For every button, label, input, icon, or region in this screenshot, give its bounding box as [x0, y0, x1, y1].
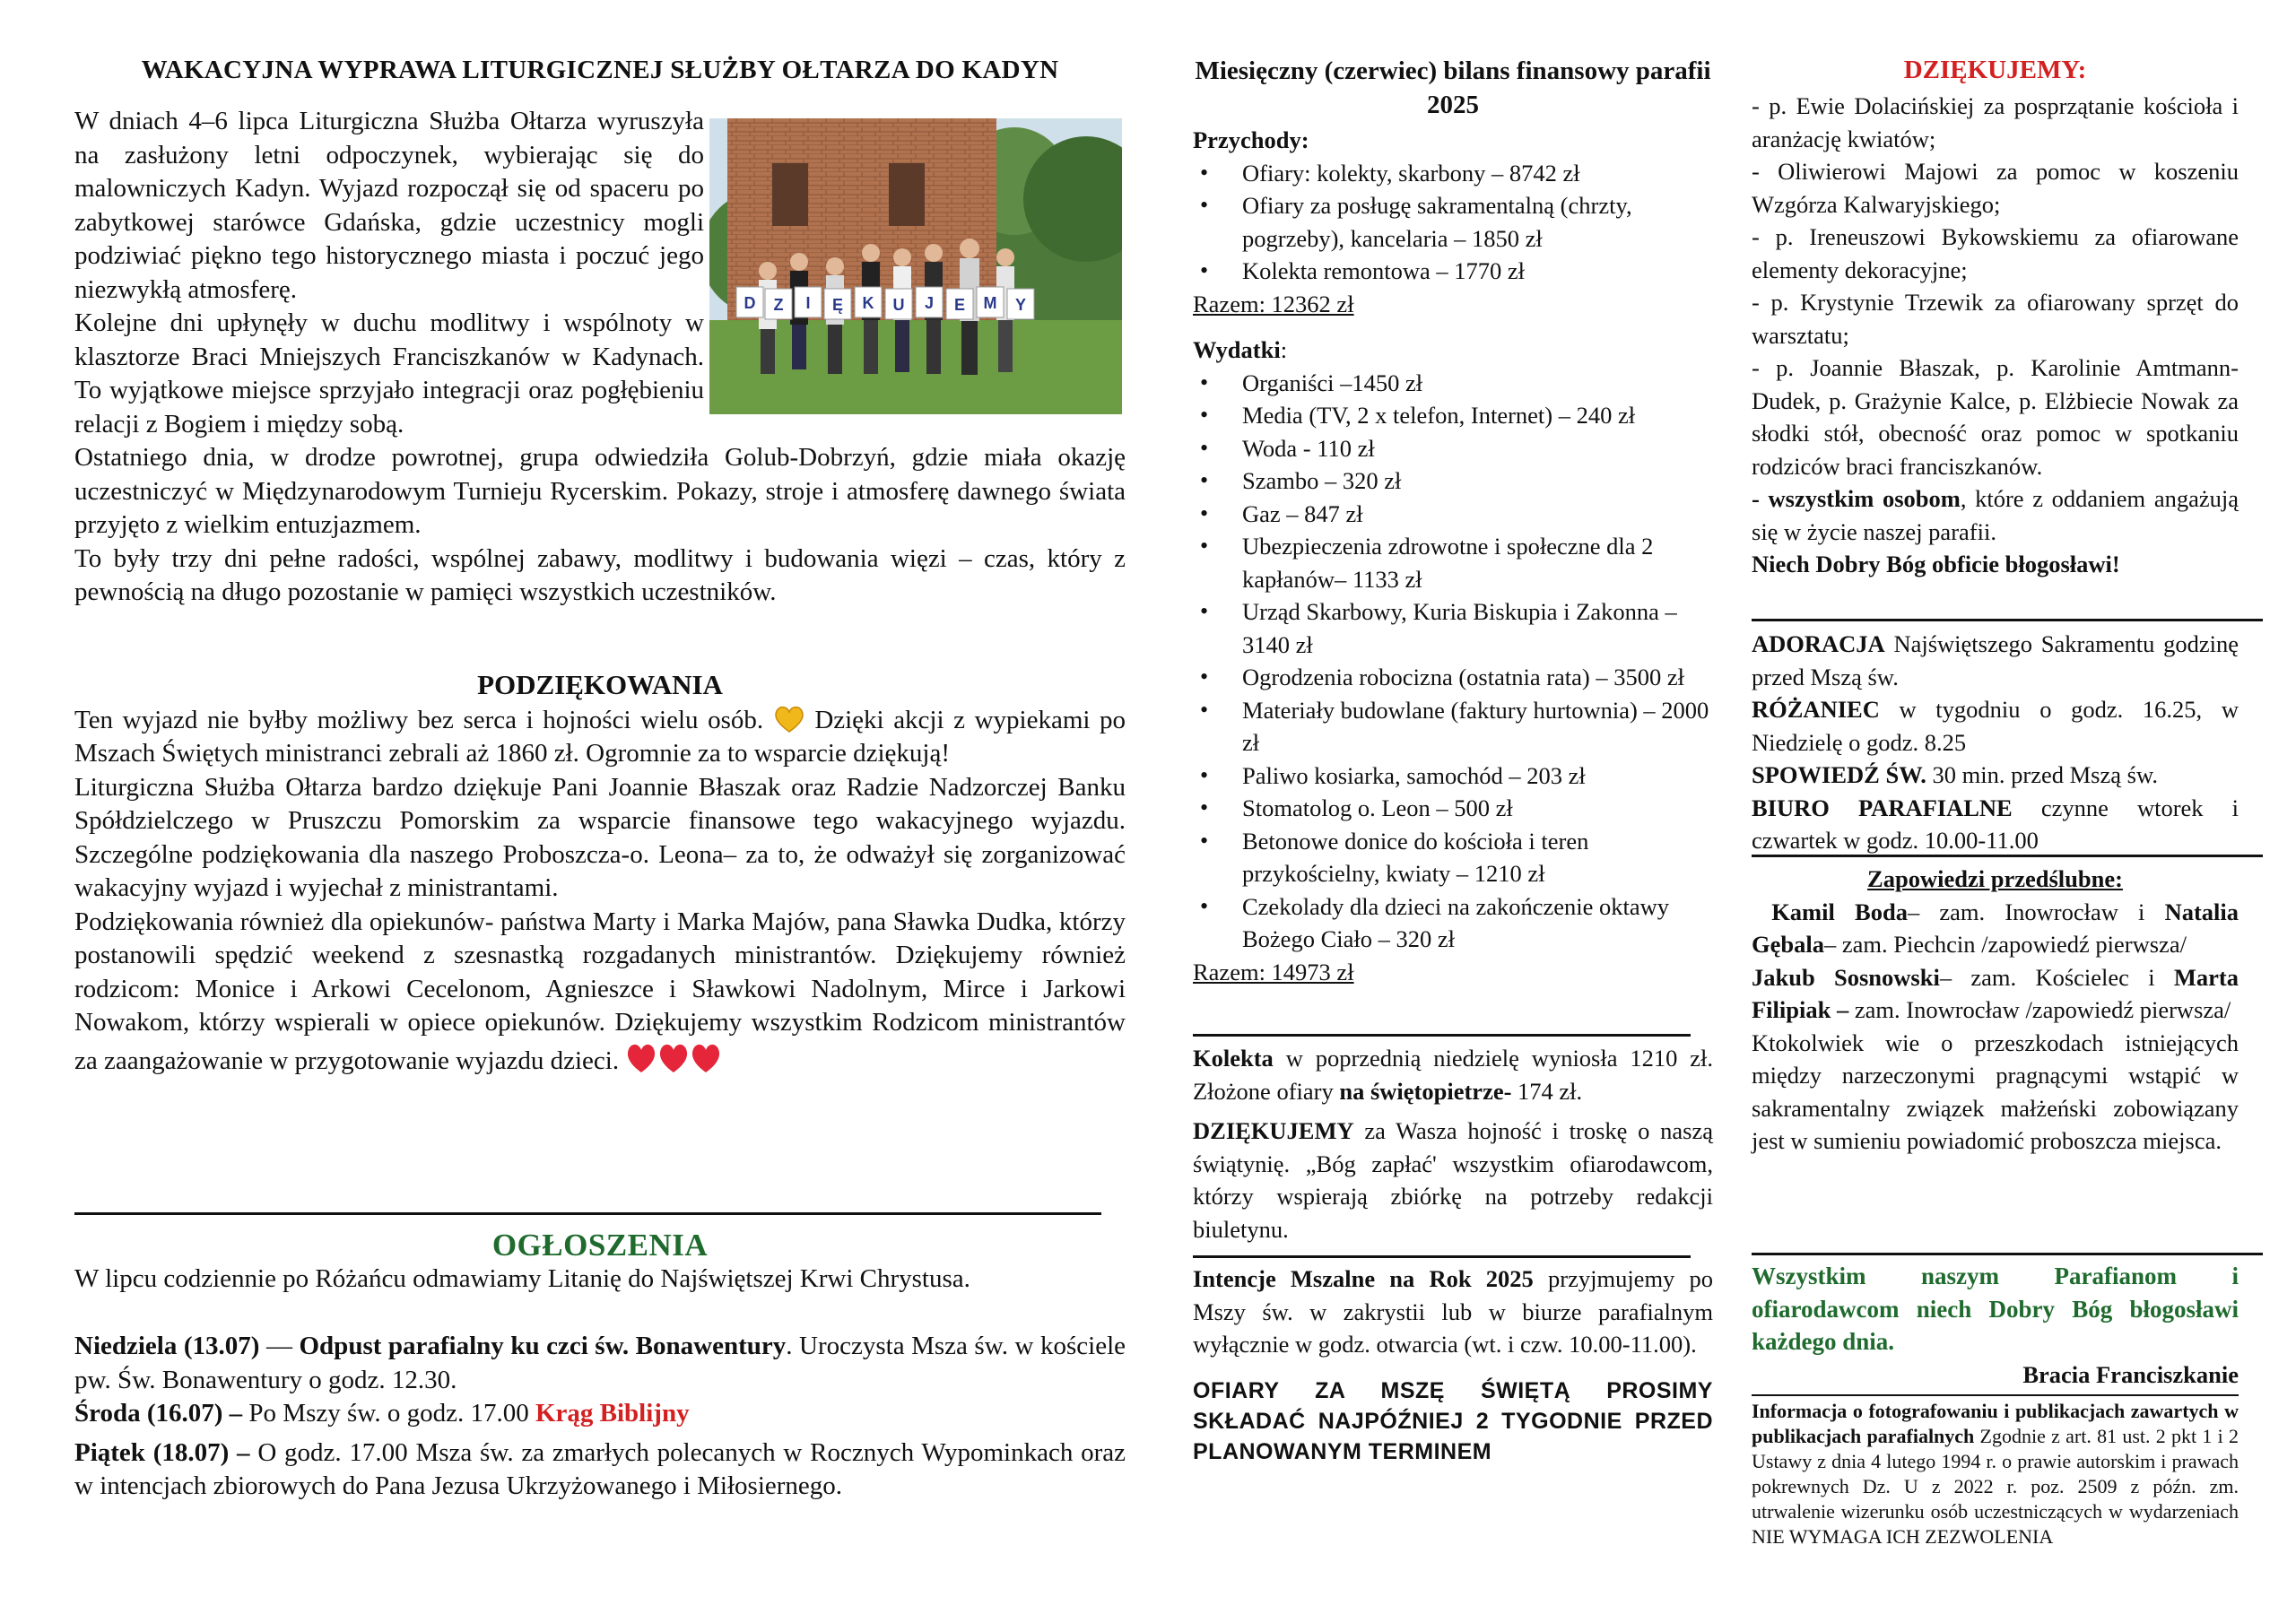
- banns-couple: Kamil Boda– zam. Inowrocław i Natalia Gębala– zam. Piechcin /zapowiedź pierwsza/: [1752, 898, 2239, 958]
- list-item: - p. Ireneuszowi Bykowskiemu za ofiarowane elementy dekoracyjne;: [1752, 223, 2239, 283]
- thanks-section: [74, 668, 1126, 1078]
- banns-couple: Jakub Sosnowski– zam. Kościelec i Marta Filipiak – zam. Inowrocław /zapowiedź pierwsza/: [1752, 963, 2239, 1023]
- yellow-heart-icon: [773, 705, 805, 733]
- trip-title: WAKACYJNA WYPRAWA LITURGICZNEJ SŁUŻBY OŁTARZA DO KADYN: [141, 56, 1059, 84]
- svg-text:J: J: [924, 294, 935, 312]
- trip-article: [74, 105, 1126, 610]
- list-item: • Stomatolog o. Leon – 500 zł: [1193, 792, 1713, 825]
- intentions-deadline-notice: OFIARY ZA MSZĘ ŚWIĘTĄ PROSIMY SKŁADAĆ NAJPÓŹNIEJ 2 TYGODNIE PRZED PLANOWANYM TERMINEM: [1193, 1377, 1713, 1464]
- list-item: • Urząd Skarbowy, Kuria Biskupia i Zakonna – 3140 zł: [1193, 595, 1713, 661]
- banns-section: [1752, 863, 2239, 1158]
- thanks-paragraph: Podziękowania również dla opiekunów- państwa Marty i Marka Majów, pana Sławka Dudka, którzy postanowili spędzić weekend z szesnastką rozgadanych ministrantów. Dziękujemy również rodzicom: Monice i Arkowi Cecelonom, Agnieszce i Sławkowi Nadolnym, Mirce i Jarkowi Nowakom, którzy wspierali w opiece opiekunów. Dziękujemy wszystkim Rodzicom ministrantów za zaangażowanie w przygotowanie wyjazdu dzieci.: [74, 907, 1126, 1075]
- income-list: [1193, 157, 1713, 288]
- banns-note: Ktokolwiek wie o przeszkodach istniejących między narzeczonymi pragnącymi wstąpić w sakramentalny związek małżeński zobowiązany jest w sumieniu powiadomić proboszcza miejsca.: [1752, 1028, 2239, 1154]
- red-hearts-icon: [625, 1040, 724, 1076]
- svg-text:Ę: Ę: [831, 296, 844, 314]
- closing-section: [1752, 1260, 2239, 1391]
- schedule-section: [1752, 628, 2239, 857]
- signature: Bracia Franciszkanie: [2022, 1360, 2239, 1388]
- collection-note: Kolekta w poprzednią niedzielę wyniosła 1210 zł. Złożone ofiary na świętopietrze- 174 zł.: [1193, 1045, 1713, 1105]
- intentions-section: [1193, 1263, 1713, 1467]
- donation-thanks: DZIĘKUJEMY za Wasza hojność i troskę o naszą świątynię. „Bóg zapłać' wszystkim ofiarodawcom, którzy wspierają zbiórkę na potrzeby redakcji biuletynu.: [1193, 1117, 1713, 1243]
- list-item: • Paliwo kosiarka, samochód – 203 zł: [1193, 759, 1713, 793]
- svg-text:M: M: [983, 294, 997, 312]
- intentions-note: Intencje Mszalne na Rok 2025 przyjmujemy po Mszy św. w zakrystii lub w biurze parafialnym wyłącznie w godz. otwarcia (wt. i czw. 10.00-11.00).: [1193, 1265, 1713, 1358]
- svg-text:U: U: [892, 296, 905, 314]
- svg-text:D: D: [744, 294, 756, 312]
- divider: [1752, 619, 2263, 621]
- list-item: • Gaz – 847 zł: [1193, 498, 1713, 531]
- list-item: • Ogrodzenia robocizna (ostatnia rata) – 3500 zł: [1193, 661, 1713, 694]
- confession-info: SPOWIEDŹ ŚW. 30 min. przed Mszą św.: [1752, 761, 2158, 788]
- income-total: Razem: 12362 zł: [1193, 290, 1354, 317]
- list-item: • Woda - 110 zł: [1193, 432, 1713, 465]
- list-item: • Materiały budowlane (faktury hurtownia) – 2000 zł: [1193, 694, 1713, 759]
- list-item: - p. Joannie Błaszak, p. Karolinie Amtmann-Dudek, p. Grażynie Kalce, p. Elżbiecie Nowak za słodki stół, obecność oraz pomoc w spotkaniu rodziców braci franciszkanów.: [1752, 354, 2239, 480]
- expense-list: [1193, 367, 1713, 956]
- adoration-info: ADORACJA Najświętszego Sakramentu godzinę przed Mszą św.: [1752, 630, 2239, 690]
- blessing: Niech Dobry Bóg obficie błogosławi!: [1752, 551, 2120, 577]
- gratitude-list: [1752, 90, 2239, 581]
- announcement-intro: W lipcu codziennie po Różańcu odmawiamy Litanię do Najświętszej Krwi Chrystusa.: [74, 1263, 970, 1293]
- gratitude-title: DZIĘKUJEMY:: [1903, 56, 2087, 84]
- collection-section: [1193, 1042, 1713, 1245]
- list-item: • Betonowe donice do kościoła i teren przykościelny, kwiaty – 1210 zł: [1193, 825, 1713, 890]
- list-item: • Czekolady dla dzieci na zakończenie oktawy Bożego Ciało – 320 zł: [1193, 890, 1713, 956]
- list-item: - Oliwierowi Majowi za pomoc w koszeniu Wzgórza Kalwaryjskiego;: [1752, 158, 2239, 218]
- office-info: BIURO PARAFIALNE czynne wtorek i czwartek w godz. 10.00-11.00: [1752, 794, 2239, 854]
- list-item: - p. Krystynie Trzewik za ofiarowany sprzęt do warsztatu;: [1752, 289, 2239, 349]
- thanks-paragraph: Liturgiczna Służba Ołtarza bardzo dziękuje Pani Joannie Błaszak oraz Radzie Nadzorczej Banku Spółdzielczego w Pruszczu Pomorskim za wsparcie finansowe tego wakacyjnego wyjazdu. Szczególne podziękowania dla naszego Proboszcza-o. Leona– za to, że odważył się zorganizować wakacyjny wyjazd i wyjechał z ministrantami.: [74, 772, 1126, 902]
- list-item: • Ofiary: kolekty, skarbony – 8742 zł: [1193, 157, 1713, 190]
- income-label: Przychody:: [1193, 126, 1309, 153]
- expense-total: Razem: 14973 zł: [1193, 958, 1354, 985]
- photo-consent-info: Informacja o fotografowaniu i publikacjach zawartych w publikacjach parafialnych Zgodnie z art. 81 ust. 2 pkt 1 i 2 Ustawy z dnia 4 lutego 1994 r. o prawie autorskim i prawach pokrewnych Dz. U z 2022 r. poz. 2509 z późn. zm. utrwalenie wizerunku osób uczestniczących w wydarzeniach NIE WYMAGA ICH ZEZWOLENIA: [1752, 1400, 2239, 1548]
- list-item: • Kolekta remontowa – 1770 zł: [1193, 255, 1713, 288]
- thanks-paragraph: Ten wyjazd nie byłby możliwy bez serca i hojności wielu osób. Dzięki akcji z wypiekami po Mszach Świętych ministranci zebrali aż 1860 zł. Ogromnie za to wsparcie dziękują!: [74, 705, 1126, 768]
- svg-text:K: K: [862, 294, 874, 312]
- expense-label: Wydatki: [1193, 336, 1281, 363]
- list-item: • Ofiary za posługę sakramentalną (chrzty, pogrzeby), kancelaria – 1850 zł: [1193, 189, 1713, 255]
- closing-wish: Wszystkim naszym Parafianom i ofiarodawcom niech Dobry Bóg błogosławi każdego dnia.: [1752, 1263, 2239, 1355]
- trip-paragraph: Ostatniego dnia, w drodze powrotnej, grupa odwiedziła Golub-Dobrzyń, gdzie miała okazję uczestniczyć w Międzynarodowym Turnieju Rycerskim. Pokazy, stroje i atmosferę dawnego świata przyjęto z wielkim entuzjazmem.: [74, 443, 1126, 539]
- announcements-section: [74, 1228, 1126, 1504]
- divider: [1193, 1034, 1691, 1037]
- list-item: • Media (TV, 2 x telefon, Internet) – 240 zł: [1193, 399, 1713, 432]
- finance-income: [1193, 124, 1713, 320]
- svg-text:E: E: [953, 296, 966, 314]
- divider: [1752, 1253, 2263, 1255]
- trip-paragraph: W dniach 4–6 lipca Liturgiczna Służba Ołtarza wyruszyła na zasłużony letni odpoczynek, wybierając się do malowniczych Kadyn. Wyjazd rozpoczął się od spaceru po zabytkowej starówce Gdańska, gdzie uczestnicy mogli podziwiać piękno tego historycznego miasta i poczuć jego niezwykłą atmosferę.: [74, 107, 704, 304]
- divider: [1752, 855, 2263, 857]
- banns-title: Zapowiedzi przedślubne:: [1867, 865, 2123, 892]
- announcement-sunday: Niedziela (13.07) –– Odpust parafialny ku czci św. Bonawentury. Uroczysta Msza św. w kościele pw. Św. Bonawentury o godz. 12.30.: [74, 1332, 1126, 1394]
- announcement-wednesday: Środa (16.07) – Po Mszy św. o godz. 17.00 Krąg Biblijny: [74, 1399, 690, 1428]
- svg-text:I: I: [805, 294, 811, 312]
- trip-paragraph: Kolejne dni upłynęły w duchu modlitwy i wspólnoty w klasztorze Braci Mniejszych Franciszkanów w Kadynach. To wyjątkowe miejsce sprzyjało integracji oraz pogłębieniu relacji z Bogiem i między sobą.: [74, 308, 704, 438]
- announcement-friday: Piątek (18.07) – O godz. 17.00 Msza św. za zmarłych polecanych w Rocznych Wypominkach oraz w intencjach zbiorowych do Pana Jezusa Ukrzyżowanego i Miłosiernego.: [74, 1437, 1126, 1500]
- list-item: • Szambo – 320 zł: [1193, 464, 1713, 498]
- divider: [74, 1212, 1101, 1215]
- svg-text:Y: Y: [1014, 296, 1027, 314]
- divider: [1752, 1394, 2239, 1396]
- list-item: • Ubezpieczenia zdrowotne i społeczne dla 2 kapłanów– 1133 zł: [1193, 530, 1713, 595]
- list-item: • Organiści –1450 zł: [1193, 367, 1713, 400]
- trip-paragraph: To były trzy dni pełne radości, wspólnej zabawy, modlitwy i budowania więzi – czas, który z pewnością na długo pozostanie w pamięci wszystkich uczestników.: [74, 543, 1126, 606]
- thanks-title: PODZIĘKOWANIA: [477, 669, 723, 700]
- list-item: - p. Ewie Dolacińskiej za posprzątanie kościoła i aranżację kwiatów;: [1752, 92, 2239, 152]
- list-item: - wszystkim osobom, które z oddaniem angażują się w życie naszej parafii.: [1752, 485, 2239, 545]
- divider: [1193, 1255, 1691, 1258]
- finance-title: Miesięczny (czerwiec) bilans finansowy parafii 2025: [1195, 56, 1711, 119]
- announcements-title: OGŁOSZENIA: [491, 1228, 709, 1263]
- svg-text:Z: Z: [773, 296, 784, 314]
- finance-expenses: Wydatki: • Organiści –1450 zł • Media (TV, 2 x telefon, Internet) – 240 zł • Woda - 110 zł • Szambo – 320 zł • Gaz – 847 zł • Ubezpieczenia zdrowotne i społeczne dla 2 kapłanów– 1133 zł • Urząd Skarbowy, Kuria Biskupia i Zakonna – 3140 zł • Ogrodzenia robocizna (ostatnia rata) – 3500 zł • Materiały budowlane (faktury hurtownia) – 2000 zł • Paliwo kosiarka, samochód – 203 zł • Stomatolog o. Leon – 500 zł • Betonowe donice do kościoła i teren przykościelny, kwiaty – 1210 zł • Czekolady dla dzieci na zakończenie oktawy Bożego Ciało – 320 zł Razem: 14973 zł: [1193, 334, 1713, 988]
- rosary-info: RÓŻANIEC w tygodniu o godz. 16.25, w Niedzielę o godz. 8.25: [1752, 696, 2239, 756]
